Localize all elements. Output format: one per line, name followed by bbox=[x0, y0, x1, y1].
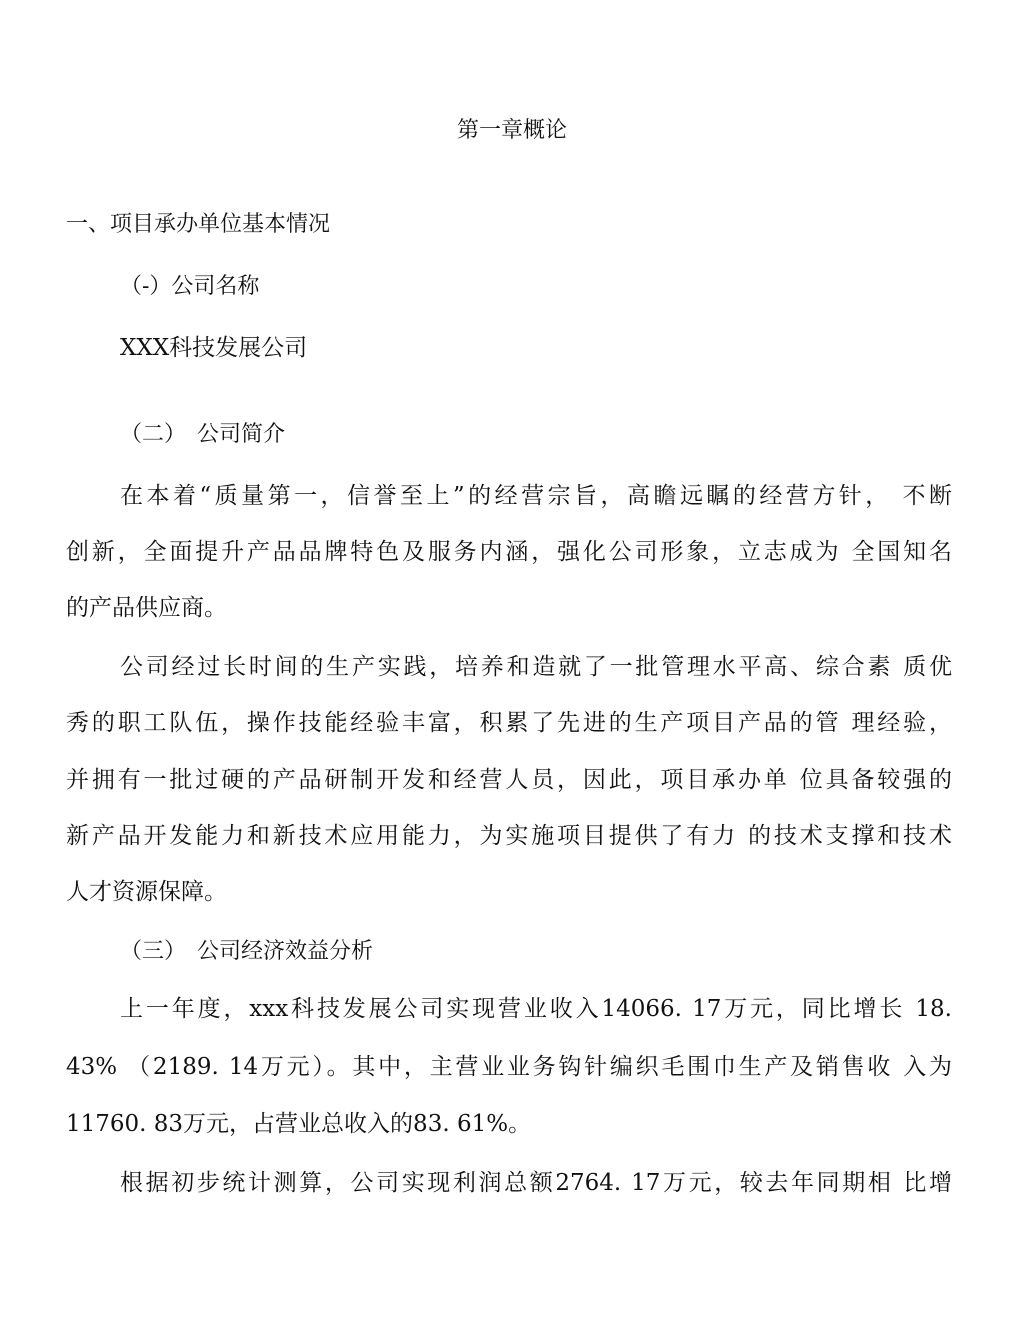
subsection-heading-company-name: （-）公司名称 bbox=[120, 274, 260, 299]
economic-para2-line1: 根据初步统计测算，公司实现利润总额2764. 17万元，较去年同期相 比增 bbox=[120, 1170, 952, 1196]
economic-para1-line1: 上一年度，xxx科技发展公司实现营业收入14066. 17万元，同比增长 18. bbox=[120, 996, 952, 1022]
profile-para2-line2: 秀的职工队伍，操作技能经验丰富，积累了先进的生产项目产品的管 理经验， bbox=[66, 710, 952, 736]
profile-para2-line1: 公司经过长时间的生产实践，培养和造就了一批管理水平高、综合素 质优 bbox=[120, 654, 952, 680]
economic-para1-line3: 11760. 83万元，占营业总收入的83. 61%。 bbox=[66, 1111, 532, 1137]
profile-para2-line3: 并拥有一批过硬的产品研制开发和经营人员，因此，项目承办单 位具备较强的 bbox=[66, 767, 952, 793]
chapter-title: 第一章概论 bbox=[456, 118, 567, 143]
economic-para1-line2: 43% （2189. 14万元）。其中，主营业业务钩针编织毛围巾生产及销售收 入为 bbox=[66, 1054, 952, 1080]
profile-para1-line2: 创新，全面提升产品品牌特色及服务内涵，强化公司形象，立志成为 全国知名 bbox=[66, 539, 952, 565]
section-heading: 一、项目承办单位基本情况 bbox=[66, 212, 331, 237]
profile-para2-line4: 新产品开发能力和新技术应用能力，为实施项目提供了有力 的技术支撑和技术 bbox=[66, 823, 952, 849]
subsection-heading-economic-analysis: （三） 公司经济效益分析 bbox=[120, 939, 374, 964]
profile-para1-line1: 在本着“质量第一，信誉至上”的经营宗旨，高瞻远瞩的经营方针， 不断 bbox=[120, 483, 952, 509]
subsection-heading-company-profile: （二） 公司简介 bbox=[120, 422, 286, 447]
company-name-text: XXX科技发展公司 bbox=[120, 335, 308, 361]
profile-para1-line3: 的产品供应商。 bbox=[66, 595, 227, 621]
profile-para2-line5: 人才资源保障。 bbox=[66, 879, 227, 905]
